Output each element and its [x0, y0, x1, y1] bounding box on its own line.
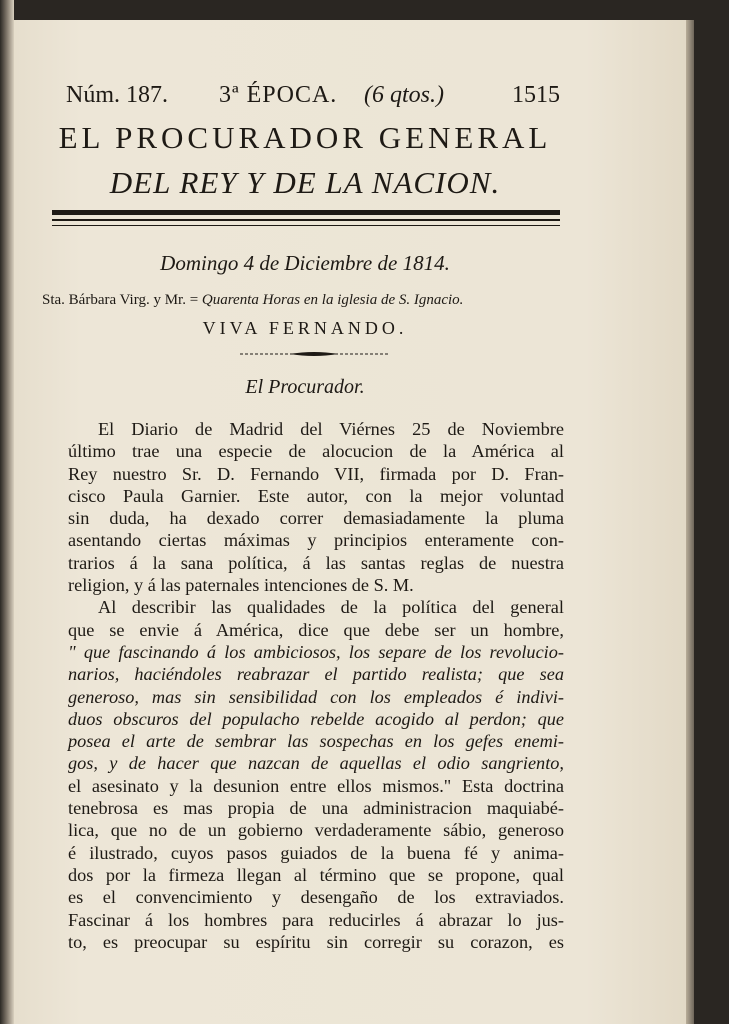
- quoted-line: posea el arte de sembrar las sospechas en los gefes enemi-: [68, 731, 564, 752]
- article-line: tenebrosa es mas propia de una administracion maquiabé-: [68, 798, 564, 819]
- article-line: dos por la firmeza llegan al término que se propone, qual: [68, 864, 564, 885]
- masthead-subtitle: DEL REY Y DE LA NACION.: [109, 165, 501, 200]
- article-line: que se envie á América, dice que debe ser un hombre,: [68, 619, 564, 640]
- article-line: El Diario de Madrid del Viérnes 25 de Noviembre: [98, 419, 564, 439]
- quoted-line: " que fascinando á los ambiciosos, los separe de los revolucio-: [68, 641, 564, 662]
- quoted-line: duos obscuros del populacho rebelde acogido al perdon; que: [68, 708, 564, 729]
- date-line: Domingo 4 de Diciembre de 1814.: [160, 251, 450, 275]
- saint-separator: =: [189, 292, 199, 308]
- article-line: asentando ciertas máximas y principios enteramente con-: [68, 530, 564, 551]
- article-line: trarios á la sana política, á las santas reglas de nuestra: [68, 552, 564, 573]
- article-line: el asesinato y la desunion entre ellos mismos." Esta doctrina: [68, 775, 564, 796]
- article-line: Rey nuestro Sr. D. Fernando VII, firmada por D. Fran-: [68, 463, 564, 484]
- article-line: religion, y á las paternales intenciones de S. M.: [68, 575, 414, 596]
- quoted-line: generoso, mas sin sensibilidad con los empleados é indivi-: [68, 686, 564, 707]
- article-line: Al describir las qualidades de la política del general: [98, 597, 564, 618]
- section-title: El Procurador.: [245, 376, 365, 398]
- epoch-label: 3ª ÉPOCA.: [219, 82, 338, 108]
- article-line: Fascinar á los hombres para reducirles á abrazar lo jus-: [68, 909, 564, 930]
- quoted-line: gos, y de hacer que nazcan de aquellas el odio sangriento,: [68, 753, 564, 774]
- newspaper-page: [14, 20, 686, 1024]
- article-line: sin duda, ha dexado correr demasiadamente la pluma: [68, 508, 564, 529]
- masthead-rule-thin: [52, 225, 560, 226]
- devotion-note: Quarenta Horas en la iglesia de S. Ignacio.: [201, 292, 464, 308]
- saint-line: [42, 292, 463, 309]
- article-body: [68, 418, 564, 953]
- quires-count: (6 qtos.): [364, 82, 444, 108]
- masthead-rule-medium: [52, 219, 560, 221]
- page-number: 1515: [512, 82, 560, 108]
- ornament-divider-icon: [240, 351, 388, 357]
- issue-number: Núm. 187.: [66, 82, 168, 108]
- article-line: es el convencimiento y desengaño de los extraviados.: [68, 887, 564, 908]
- masthead-title: EL PROCURADOR GENERAL: [58, 120, 552, 155]
- article-line: último trae una especie de alocucion de la América al: [68, 441, 564, 462]
- article-line: é ilustrado, cuyos pasos guiados de la buena fé y anima-: [68, 842, 564, 863]
- saint-of-day: Sta. Bárbara Virg. y Mr.: [42, 292, 186, 308]
- article-line: lica, que no de un gobierno verdaderamente sábio, generoso: [68, 820, 564, 841]
- quoted-line: narios, haciéndoles reabrazar el partido realista; que sea: [68, 664, 564, 685]
- article-line: cisco Paula Garnier. Este autor, con la mejor voluntad: [68, 485, 564, 506]
- motto: VIVA FERNANDO.: [202, 318, 408, 338]
- masthead-rule-thick: [52, 210, 560, 215]
- article-line: to, es preocupar su espíritu sin corregir su corazon, es: [68, 931, 564, 952]
- book-gutter: [0, 0, 14, 1024]
